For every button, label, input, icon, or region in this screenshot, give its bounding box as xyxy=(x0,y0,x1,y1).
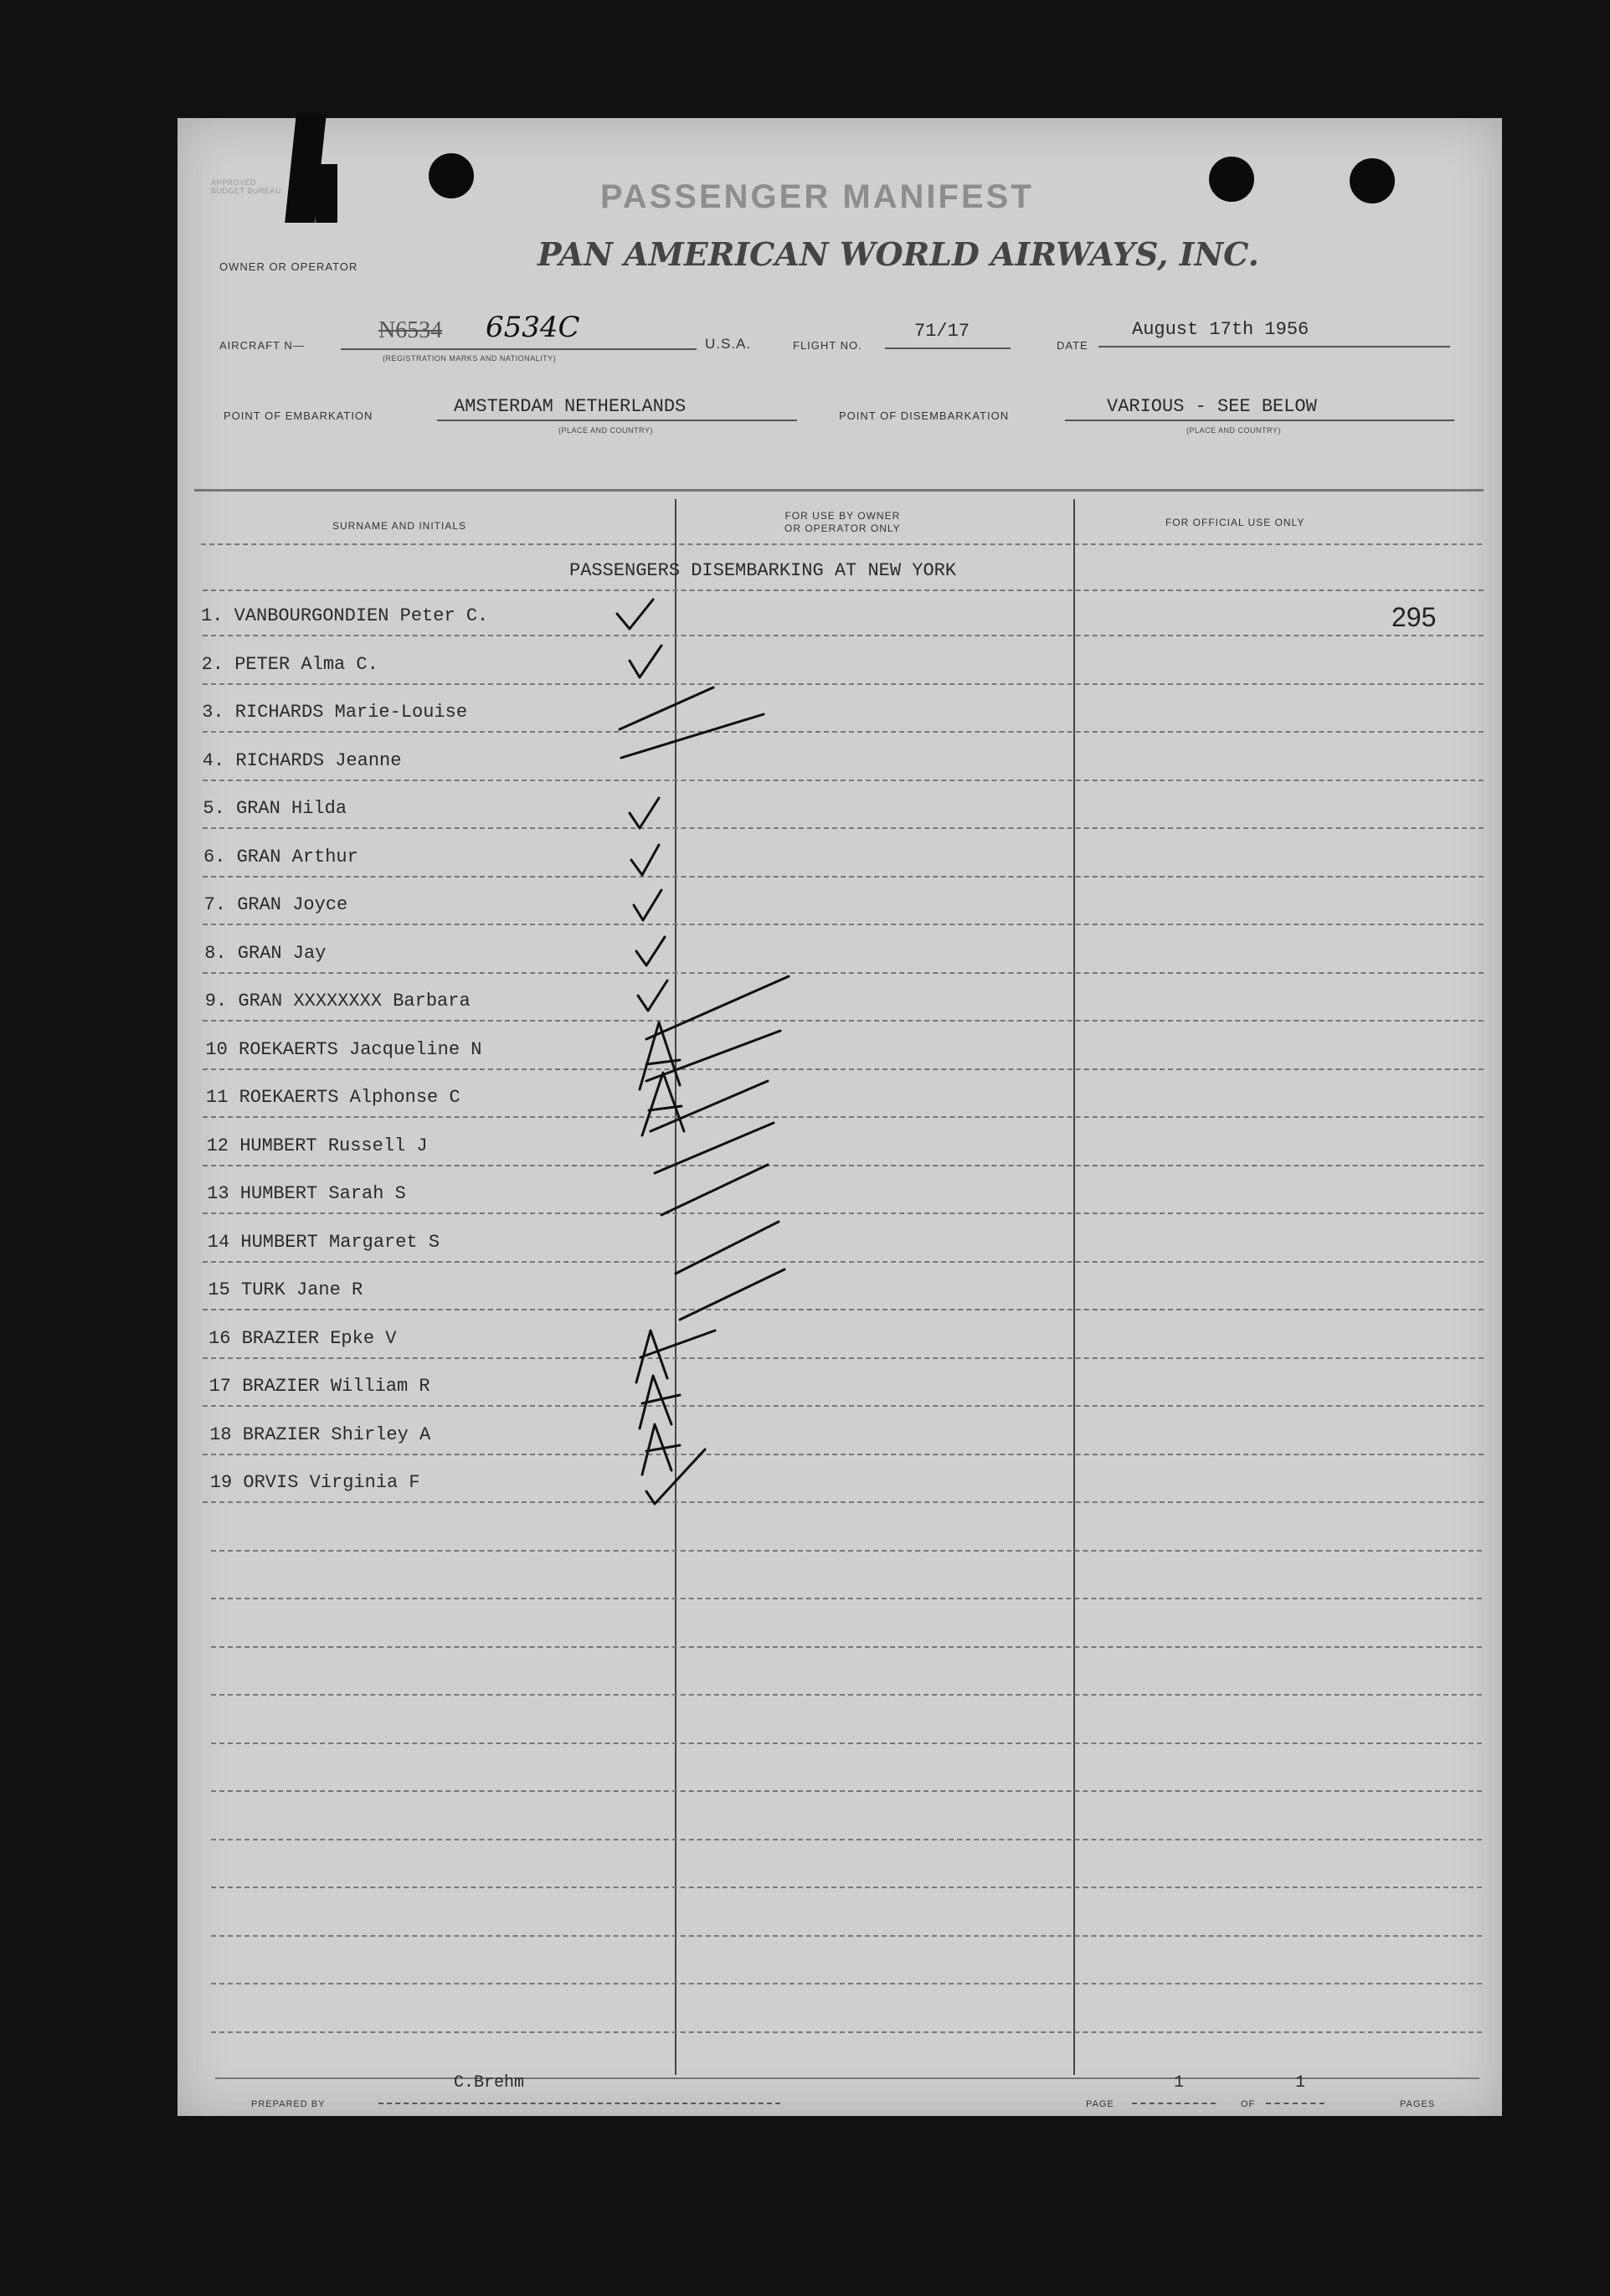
check-mark xyxy=(646,1031,780,1081)
passenger-name: 9. GRAN XXXXXXXX Barbara xyxy=(204,991,471,1012)
section-heading: PASSENGERS DISEMBARKING AT NEW YORK xyxy=(569,560,957,581)
page-title: PASSENGER MANIFEST xyxy=(600,178,1034,215)
passenger-name: 1. VANBOURGONDIEN Peter C. xyxy=(201,605,489,626)
check-mark xyxy=(642,1424,680,1475)
embark-sublabel: (PLACE AND COUNTRY) xyxy=(558,426,653,435)
passenger-name: 16 BRAZIER Epke V xyxy=(208,1327,397,1349)
check-mark xyxy=(621,714,764,758)
aircraft-sublabel: (REGISTRATION MARKS AND NATIONALITY) xyxy=(383,354,557,363)
of-underline xyxy=(1266,2103,1325,2104)
of-value: 1 xyxy=(1295,2073,1306,2093)
page-label: PAGE xyxy=(1086,2099,1114,2109)
check-mark xyxy=(636,937,665,965)
pages-label: PAGES xyxy=(1400,2099,1436,2109)
official-number: 295 xyxy=(1391,602,1437,632)
passenger-name: 19 ORVIS Virginia F xyxy=(209,1472,420,1493)
aircraft-value: 6534C xyxy=(486,311,580,344)
check-mark xyxy=(661,1165,768,1215)
owner-label: OWNER OR OPERATOR xyxy=(219,260,358,273)
disembark-sublabel: (PLACE AND COUNTRY) xyxy=(1186,426,1281,435)
flight-value: 71/17 xyxy=(914,321,970,342)
check-mark xyxy=(630,646,661,677)
col-official-header: FOR OFFICIAL USE ONLY xyxy=(1165,517,1305,528)
passenger-name: 8. GRAN Jay xyxy=(204,942,327,964)
passenger-name: 18 BRAZIER Shirley A xyxy=(209,1423,431,1445)
nationality: U.S.A. xyxy=(705,336,752,352)
date-label: DATE xyxy=(1057,339,1088,352)
passenger-name: 7. GRAN Joyce xyxy=(203,894,348,915)
passenger-name: 17 BRAZIER William R xyxy=(208,1376,430,1397)
approval-note: APPROVED BUDGET BUREAU xyxy=(211,178,281,195)
passenger-name: 2. PETER Alma C. xyxy=(201,653,378,675)
passenger-name: 10 ROEKAERTS Jacqueline N xyxy=(205,1038,482,1060)
passenger-name: 12 HUMBERT Russell J xyxy=(206,1135,428,1156)
check-mark xyxy=(634,890,661,920)
checkmarks-overlay xyxy=(177,118,1502,2116)
passenger-name: 4. RICHARDS Jeanne xyxy=(202,749,402,771)
check-mark xyxy=(646,976,789,1039)
flight-label: FLIGHT NO. xyxy=(793,339,862,352)
owner-value: PAN AMERICAN WORLD AIRWAYS, INC. xyxy=(538,235,1259,273)
prepared-value: C.Brehm xyxy=(454,2073,525,2093)
passenger-name: 15 TURK Jane R xyxy=(208,1279,363,1300)
check-mark xyxy=(646,1449,705,1504)
check-mark xyxy=(676,1222,779,1274)
page-underline xyxy=(1132,2103,1216,2104)
disembark-label: POINT OF DISEMBARKATION xyxy=(839,409,1010,422)
prepared-underline xyxy=(378,2103,780,2104)
check-mark xyxy=(630,798,659,828)
passenger-name: 13 HUMBERT Sarah S xyxy=(207,1183,406,1204)
col-surname-header: SURNAME AND INITIALS xyxy=(332,520,467,532)
aircraft-label: AIRCRAFT N— xyxy=(219,339,305,352)
disembark-value: VARIOUS - SEE BELOW xyxy=(1107,396,1317,417)
passenger-name: 3. RICHARDS Marie-Louise xyxy=(202,702,468,723)
col-owner-header: FOR USE BY OWNER OR OPERATOR ONLY xyxy=(784,510,901,534)
check-mark xyxy=(640,1376,680,1429)
of-label: OF xyxy=(1241,2099,1256,2109)
check-mark xyxy=(638,981,667,1011)
check-mark xyxy=(636,1331,715,1382)
passenger-name: 6. GRAN Arthur xyxy=(203,846,358,867)
passenger-name: 5. GRAN Hilda xyxy=(203,798,347,819)
embark-value: AMSTERDAM NETHERLANDS xyxy=(454,396,687,417)
check-mark xyxy=(620,687,713,729)
check-mark xyxy=(631,845,659,875)
passenger-name: 14 HUMBERT Margaret S xyxy=(207,1231,440,1253)
date-value: August 17th 1956 xyxy=(1132,319,1309,340)
page-value: 1 xyxy=(1174,2073,1185,2093)
embark-label: POINT OF EMBARKATION xyxy=(224,409,373,422)
check-mark xyxy=(680,1269,784,1320)
prepared-label: PREPARED BY xyxy=(251,2099,326,2109)
check-mark xyxy=(655,1123,774,1173)
check-mark xyxy=(617,600,653,629)
passenger-name: 11 ROEKAERTS Alphonse C xyxy=(206,1087,460,1108)
manifest-page xyxy=(177,118,1502,2116)
aircraft-struck: N6534 xyxy=(378,317,443,343)
